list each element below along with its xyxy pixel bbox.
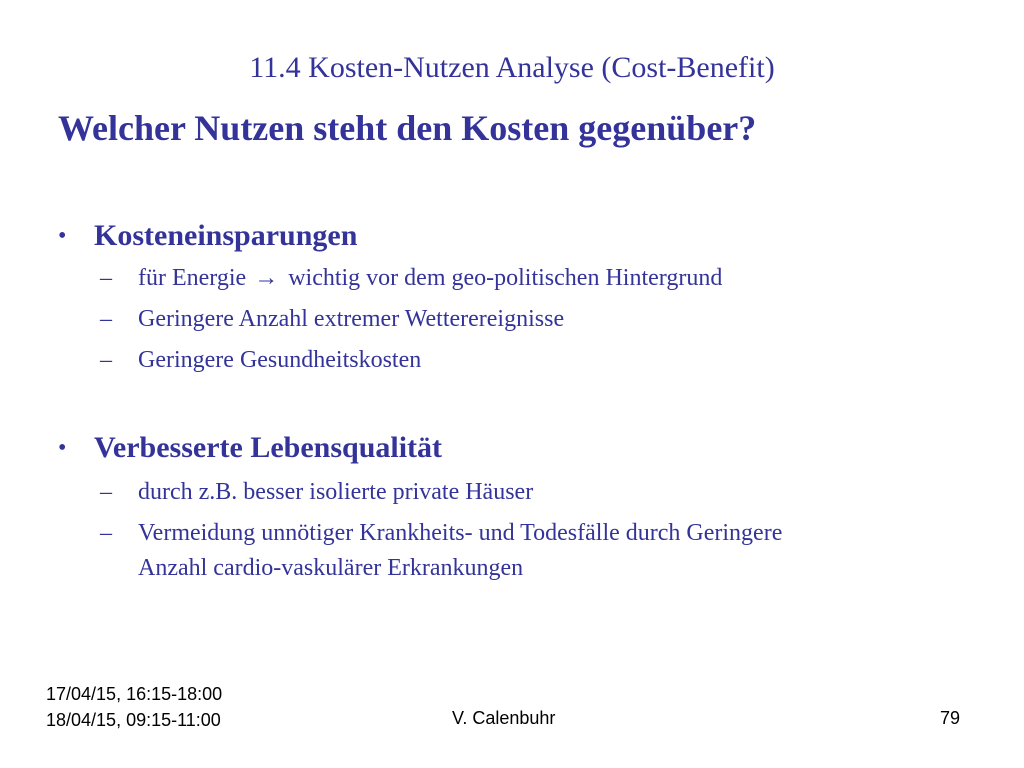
- right-arrow-icon: →: [254, 265, 279, 291]
- dash-marker: –: [100, 306, 112, 332]
- sub-item-vermeidung: [100, 516, 782, 586]
- bullet-marker: •: [58, 435, 67, 461]
- dash-marker: –: [100, 265, 112, 291]
- slide-title: 11.4 Kosten-Nutzen Analyse (Cost-Benefit): [249, 51, 775, 84]
- footer-date-line-2: 18/04/15, 09:15-11:00: [46, 710, 221, 730]
- sub-item-text-after: wichtig vor dem geo-politischen Hintergrund: [288, 265, 723, 291]
- slide-heading: Welcher Nutzen steht den Kosten gegenüber?: [58, 108, 757, 148]
- bullet-lebensqualitaet: [58, 426, 442, 470]
- sub-item-line-1: Vermeidung unnötiger Krankheits- und Todesfälle durch Geringere: [138, 520, 783, 546]
- bullet-marker: •: [58, 223, 67, 249]
- footer-page-number: 79: [940, 708, 961, 728]
- sub-item-wetter: [100, 302, 564, 337]
- sub-item-text: durch z.B. besser isolierte private Häuser: [138, 479, 534, 505]
- footer-author: V. Calenbuhr: [452, 708, 556, 728]
- sub-item-line-2: Anzahl cardio-vaskulärer Erkrankungen: [138, 555, 524, 581]
- bullet-label: Verbesserte Lebensqualität: [94, 431, 443, 464]
- bullet-kosteneinsparungen: [58, 214, 357, 258]
- dash-marker: –: [100, 479, 112, 505]
- dash-marker: –: [100, 520, 112, 546]
- sub-item-haeuser: [100, 475, 533, 510]
- sub-item-gesundheit: [100, 343, 421, 378]
- bullet-label: Kosteneinsparungen: [94, 219, 358, 252]
- footer-dates: [46, 681, 222, 733]
- sub-item-text: Geringere Gesundheitskosten: [138, 347, 422, 373]
- sub-item-text-before: für Energie: [138, 265, 247, 291]
- sub-item-text: [138, 261, 722, 296]
- footer-date-line-1: 17/04/15, 16:15-18:00: [46, 684, 223, 704]
- dash-marker: –: [100, 347, 112, 373]
- sub-item-text: [138, 516, 782, 586]
- sub-item-energie: [100, 261, 722, 296]
- sub-item-text: Geringere Anzahl extremer Wetterereignisse: [138, 306, 565, 332]
